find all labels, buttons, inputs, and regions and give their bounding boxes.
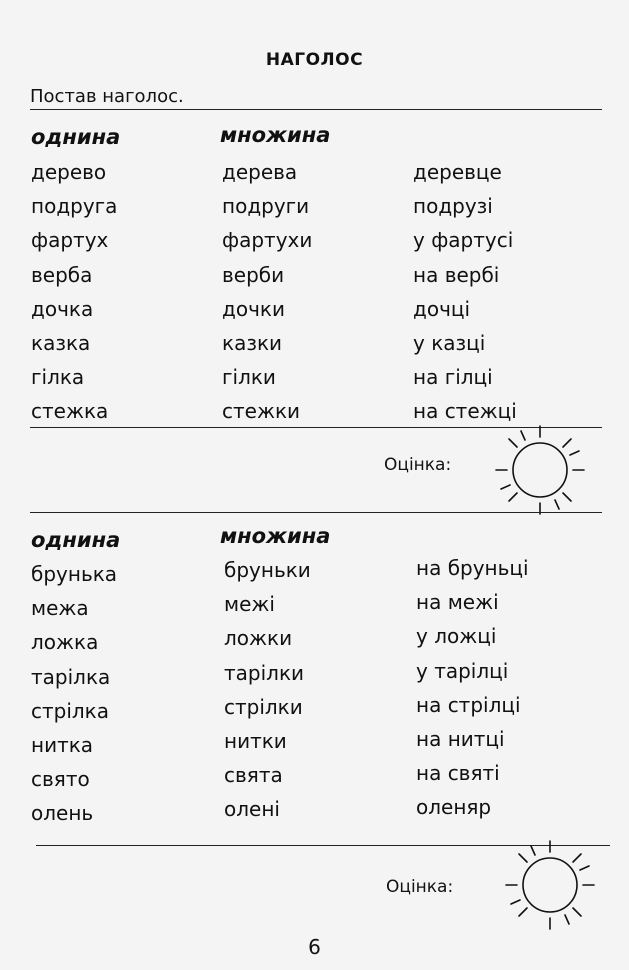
word-singular[interactable]: дочка xyxy=(31,296,94,321)
word-form[interactable]: оленяр xyxy=(416,795,492,820)
word-singular[interactable]: нитка xyxy=(31,732,94,757)
word-singular[interactable]: свято xyxy=(31,767,90,792)
singular-header: однина xyxy=(31,528,121,552)
word-plural[interactable]: дочки xyxy=(222,296,285,321)
word-form[interactable]: дочці xyxy=(413,296,471,321)
plural-column xyxy=(222,155,312,429)
forms-column xyxy=(413,155,517,429)
word-plural[interactable]: бруньки xyxy=(224,558,311,582)
word-plural[interactable]: подруги xyxy=(222,194,310,219)
word-singular[interactable]: фартух xyxy=(31,228,109,253)
grade-label: Оцінка: xyxy=(384,455,452,475)
word-form[interactable]: на стежці xyxy=(413,399,517,424)
singular-column xyxy=(31,155,117,429)
page-number: 6 xyxy=(308,935,321,959)
word-singular[interactable]: олень xyxy=(31,801,94,826)
word-form[interactable]: на вербі xyxy=(413,262,500,287)
word-form[interactable]: на святі xyxy=(416,761,500,786)
word-form[interactable]: у ложці xyxy=(416,624,497,649)
word-form[interactable]: у фартусі xyxy=(413,228,514,253)
sun-icon[interactable] xyxy=(500,835,600,935)
word-singular[interactable]: казка xyxy=(31,330,91,355)
word-form[interactable]: у тарілці xyxy=(416,658,509,683)
word-form[interactable]: на межі xyxy=(416,590,499,615)
word-plural[interactable]: нитки xyxy=(224,728,287,753)
divider xyxy=(30,109,602,110)
word-singular[interactable]: стрілка xyxy=(31,698,110,723)
sun-icon[interactable] xyxy=(490,420,590,520)
instruction: Постав наголос. xyxy=(30,86,184,107)
word-form[interactable]: на гілці xyxy=(413,365,493,390)
page-title: НАГОЛОС xyxy=(265,50,364,70)
word-form[interactable]: у казці xyxy=(413,330,486,355)
divider xyxy=(30,512,602,513)
word-plural[interactable]: олені xyxy=(224,797,280,822)
plural-header: множина xyxy=(220,524,331,548)
word-singular[interactable]: гілка xyxy=(31,365,85,390)
word-singular[interactable]: брунька xyxy=(31,562,118,586)
word-plural[interactable]: стрілки xyxy=(224,694,303,719)
word-singular[interactable]: дерево xyxy=(31,160,107,184)
forms-column xyxy=(416,551,529,825)
word-singular[interactable]: ложка xyxy=(31,630,99,655)
plural-header: множина xyxy=(220,123,331,147)
word-form[interactable]: на стрілці xyxy=(416,692,521,717)
grade-label: Оцінка: xyxy=(386,877,454,897)
word-plural[interactable]: свята xyxy=(224,763,283,788)
plural-column xyxy=(224,553,311,827)
word-plural[interactable]: ложки xyxy=(224,626,293,651)
word-plural[interactable]: тарілки xyxy=(224,660,305,685)
word-form[interactable]: подрузі xyxy=(413,194,493,219)
word-singular[interactable]: подруга xyxy=(31,194,118,219)
word-plural[interactable]: верби xyxy=(222,262,285,287)
singular-header: однина xyxy=(31,125,121,149)
word-singular[interactable]: верба xyxy=(31,262,93,287)
word-form[interactable]: на нитці xyxy=(416,726,505,751)
word-singular[interactable]: стежка xyxy=(31,399,109,424)
singular-column xyxy=(31,557,117,831)
word-singular[interactable]: межа xyxy=(31,596,89,621)
word-plural[interactable]: фартухи xyxy=(222,228,313,253)
word-plural[interactable]: дерева xyxy=(222,160,298,184)
word-plural[interactable]: казки xyxy=(222,330,283,355)
word-form[interactable]: деревце xyxy=(413,160,502,184)
word-singular[interactable]: тарілка xyxy=(31,664,111,689)
word-plural[interactable]: гілки xyxy=(222,365,276,390)
word-plural[interactable]: стежки xyxy=(222,399,301,424)
word-plural[interactable]: межі xyxy=(224,592,275,617)
word-form[interactable]: на бруньці xyxy=(416,556,529,580)
